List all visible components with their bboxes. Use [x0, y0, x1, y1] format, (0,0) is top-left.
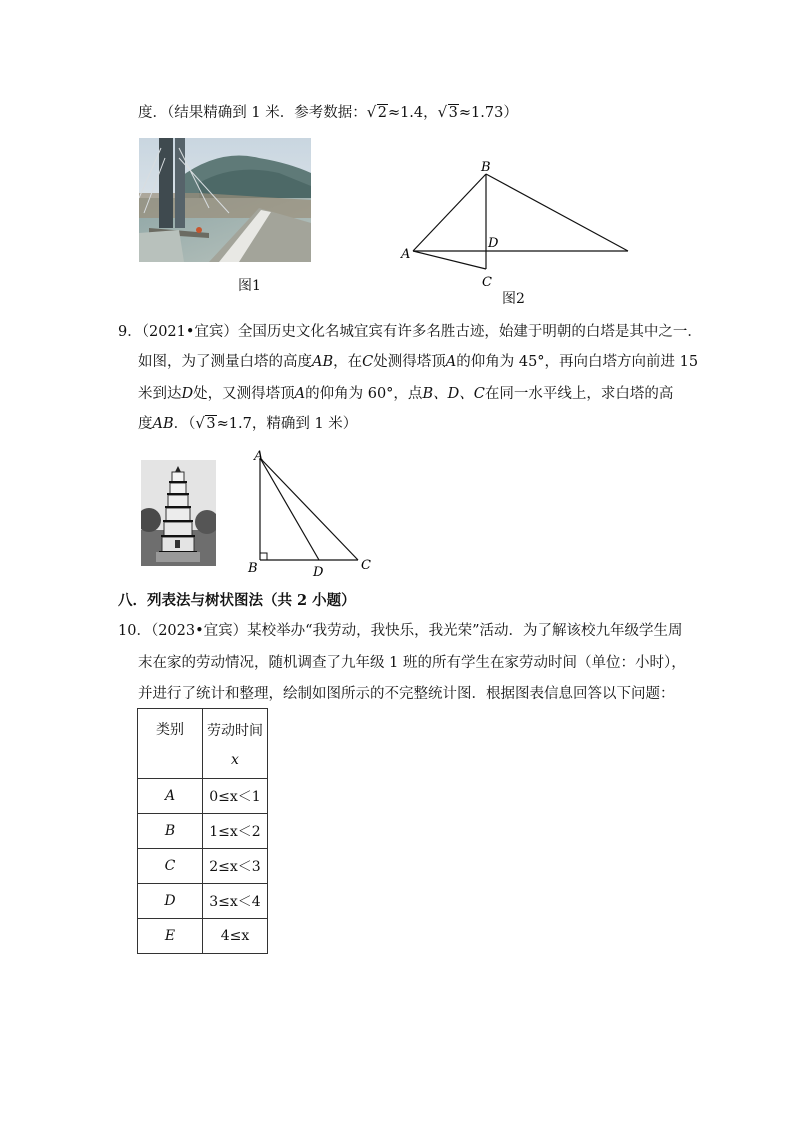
label-C: C [482, 275, 492, 290]
segment-AB [413, 174, 486, 251]
label-D: D [488, 236, 499, 251]
figure-2-geometry [395, 155, 635, 295]
figure-1-caption: 图1 [238, 278, 261, 294]
section-heading: 八．列表法与树状图法（共 2 小题） [118, 592, 356, 609]
sqrt-2: √ 2 [367, 103, 388, 123]
row-category: B [138, 814, 203, 849]
label-B: B [481, 160, 491, 175]
pagoda-photo [141, 460, 216, 566]
table-row [138, 779, 268, 814]
q10-line-1: 10．（2023•宜宾）某校举办“我劳动，我快乐，我光荣”活动．为了解该校九年级学生周 [118, 623, 683, 639]
approx-1: ≈1.4， [387, 105, 438, 121]
q10-line-2: 末在家的劳动情况，随机调查了九年级 1 班的所有学生在家劳动时间（单位：小时）， [138, 655, 686, 671]
segment-B-right [486, 174, 628, 251]
q9-sqrt-3: √ 3 [195, 414, 216, 434]
table-row [138, 814, 268, 849]
precision-note-line [138, 103, 518, 123]
label-B: B [248, 561, 258, 576]
label-A: A [254, 449, 264, 464]
approx-2: ≈1.73） [458, 105, 518, 121]
q10-line-3: 并进行了统计和整理，绘制如图所示的不完整统计图．根据图表信息回答以下问题： [138, 686, 675, 702]
row-range: 0≤x＜1 [203, 779, 268, 814]
row-range: 4≤x [203, 919, 268, 954]
figure-2-caption: 图2 [502, 291, 525, 307]
table-row [138, 884, 268, 919]
q9-line-3: 米到达D处，又测得塔顶A的仰角为 60°，点B、D、C在同一水平线上，求白塔的高 [138, 386, 674, 402]
label-D: D [313, 565, 324, 580]
segment-AC [413, 251, 486, 269]
right-angle-mark [260, 553, 267, 560]
segment-AC [260, 458, 358, 560]
table-header-row [138, 709, 268, 779]
row-range: 3≤x＜4 [203, 884, 268, 919]
q9-line-2: 如图，为了测量白塔的高度AB，在C处测得塔顶A的仰角为 45°，再向白塔方向前进 15 [138, 354, 699, 370]
q9-line-1: 9．（2021•宜宾）全国历史文化名城宜宾有许多名胜古迹，始建于明朝的白塔是其中之一． [118, 324, 702, 340]
segment-AD [260, 458, 319, 560]
row-category: E [138, 919, 203, 954]
q9-line-4: 度AB．（√ 3≈1.7，精确到 1 米） [138, 414, 357, 434]
header-category: 类别 [138, 709, 203, 779]
header-labor-time: 劳动时间 x [203, 709, 268, 779]
row-category: C [138, 849, 203, 884]
row-range: 1≤x＜2 [203, 814, 268, 849]
row-range: 2≤x＜3 [203, 849, 268, 884]
table-row [138, 919, 268, 954]
precision-note-prefix: 度．（结果精确到 1 米．参考数据： [138, 105, 367, 121]
row-category: D [138, 884, 203, 919]
labor-time-table [137, 708, 268, 954]
q9-geometry-figure [245, 448, 375, 580]
row-category: A [138, 779, 203, 814]
bridge-photo [139, 138, 311, 262]
sqrt-3: √ 3 [438, 103, 459, 123]
table-row [138, 849, 268, 884]
label-A: A [401, 247, 411, 262]
label-C: C [361, 558, 371, 573]
